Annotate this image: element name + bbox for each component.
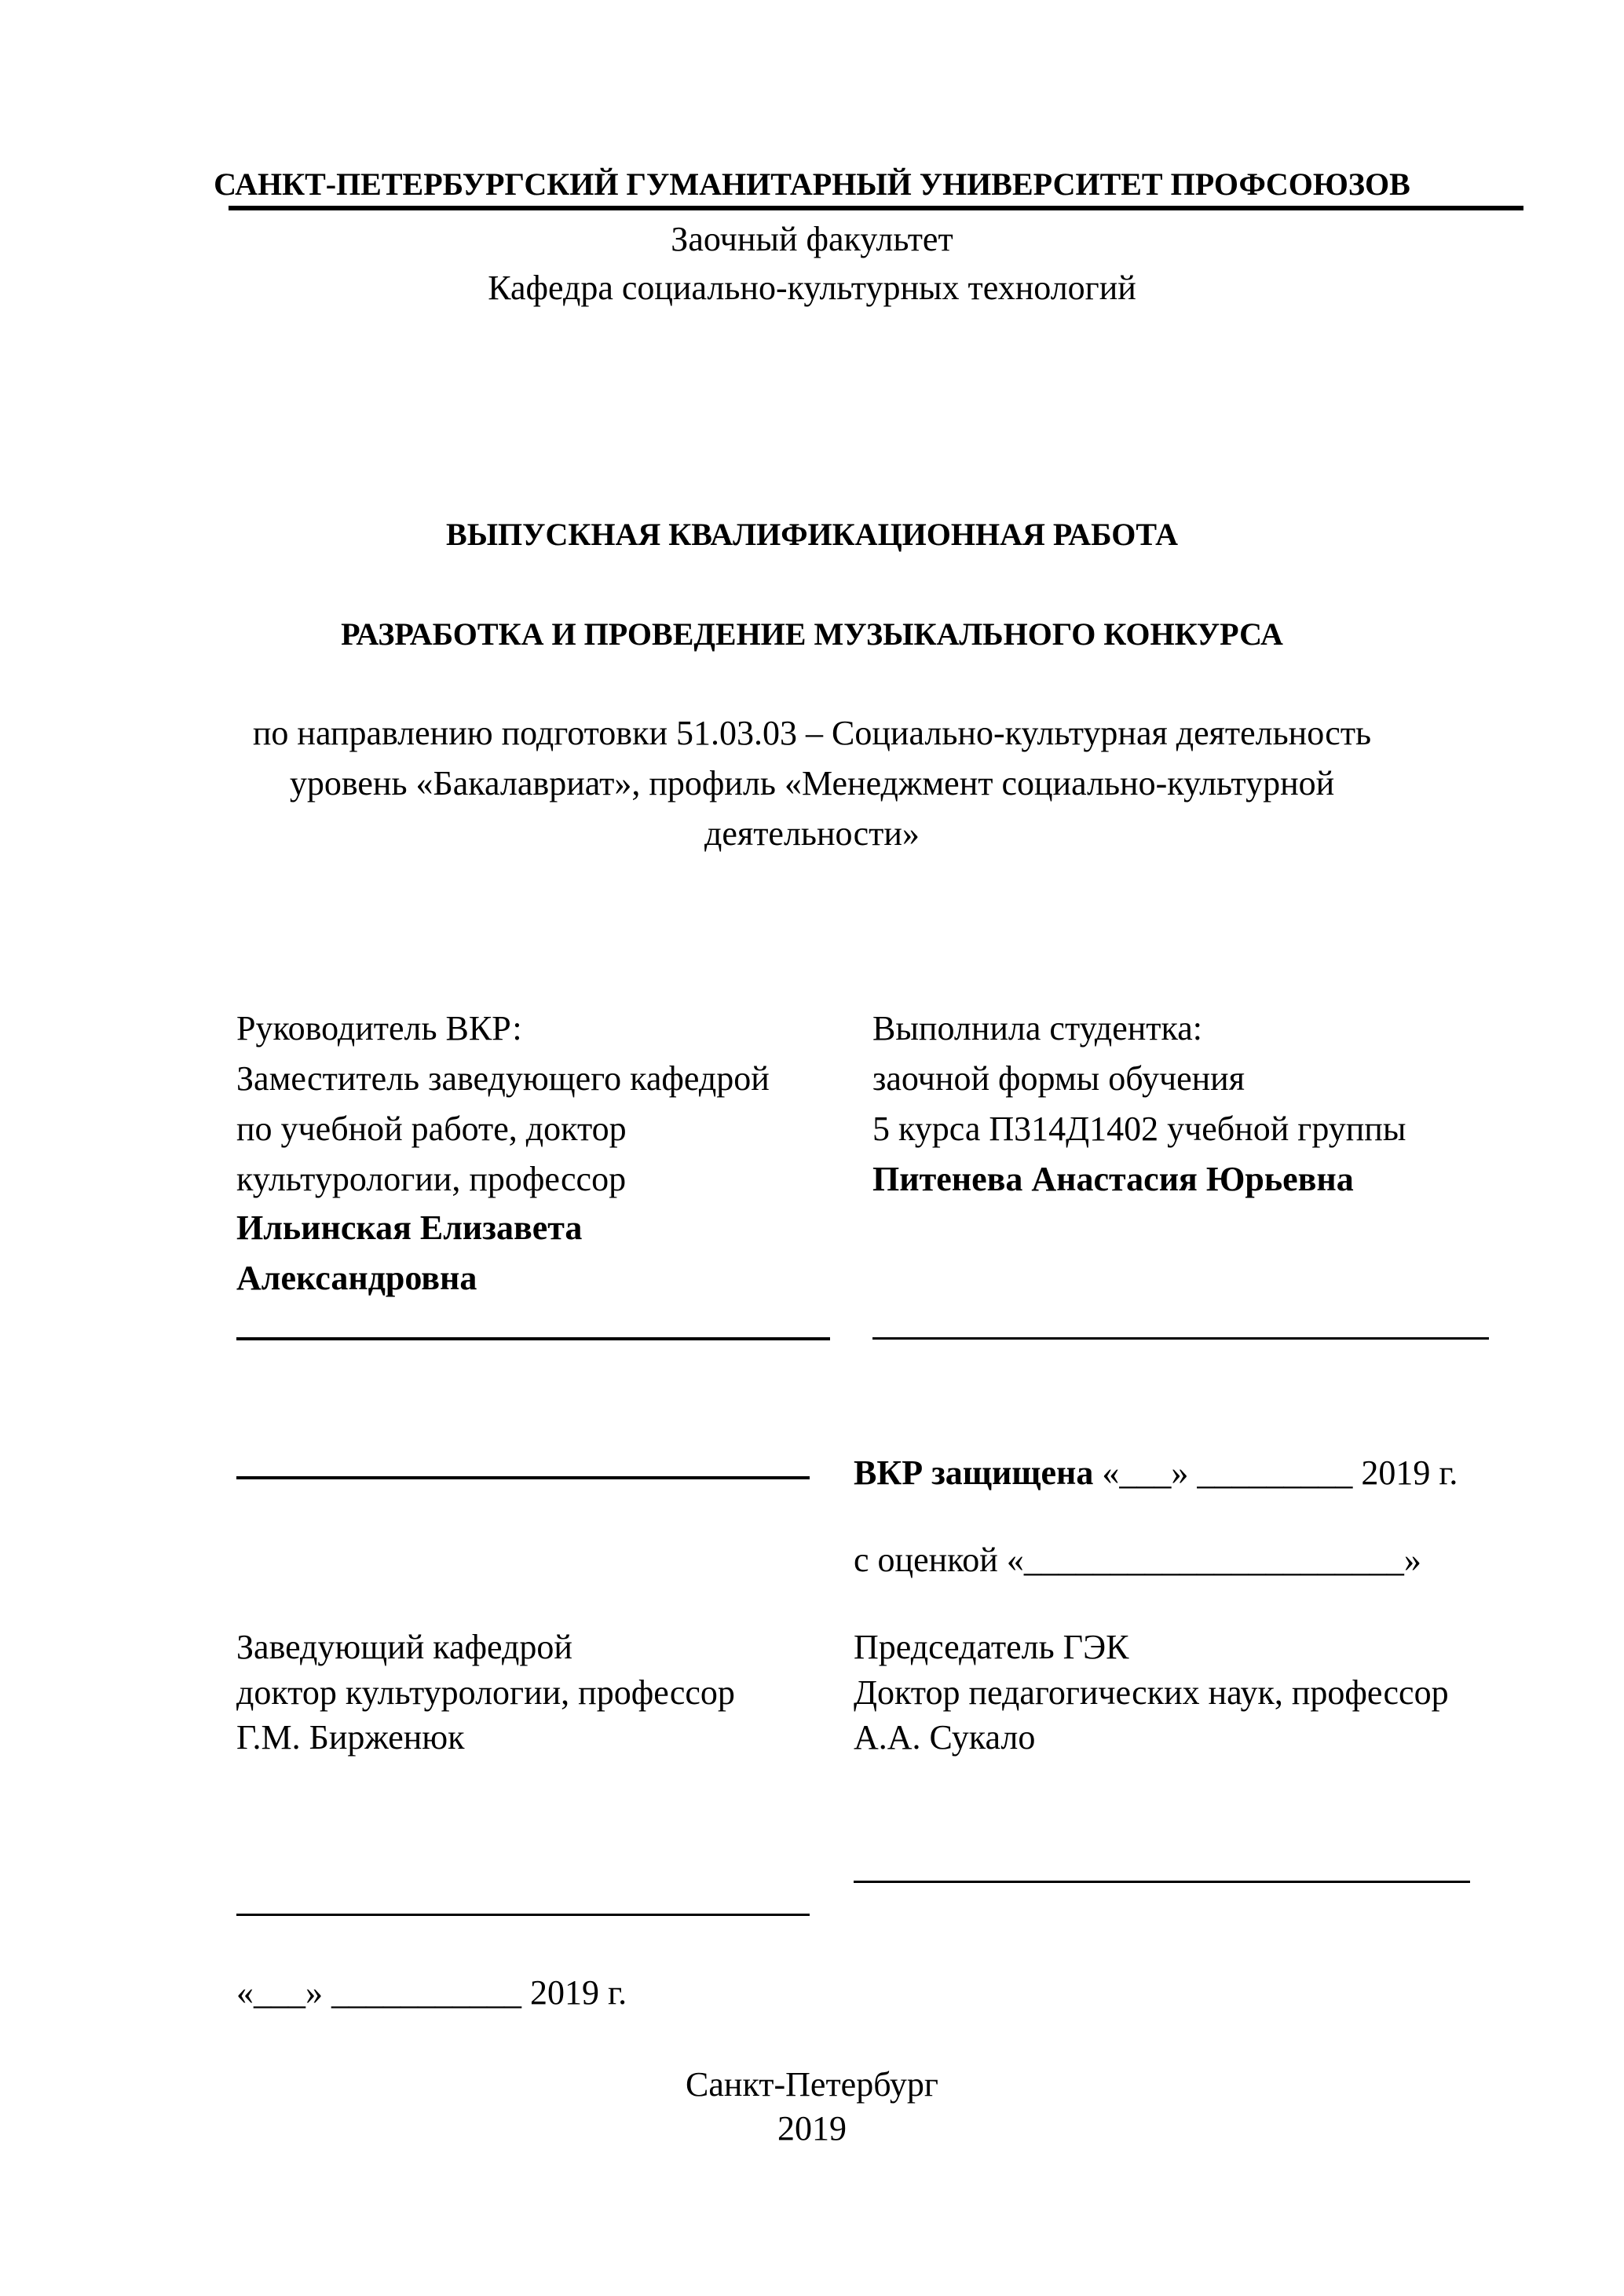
work-type: ВЫПУСКНАЯ КВАЛИФИКАЦИОННАЯ РАБОТА (446, 517, 1178, 552)
direction-line-3: деятельности» (704, 814, 920, 853)
supervisor-name: Александровна (236, 1259, 477, 1297)
supervisor-position: Заместитель заведующего кафедрой (236, 1059, 770, 1098)
direction-line-1: по направлению подготовки 51.03.03 – Социально-культурная деятельность (252, 714, 1372, 752)
student-label: Выполнила студентка: (872, 1009, 1202, 1047)
head-name: Г.М. Бирженюк (236, 1718, 465, 1757)
student-signature-line (872, 1337, 1489, 1340)
work-topic: РАЗРАБОТКА И ПРОВЕДЕНИЕ МУЗЫКАЛЬНОГО КОНКУРСА (341, 616, 1283, 652)
head-signature-line (236, 1914, 810, 1916)
faculty: Заочный факультет (671, 220, 953, 258)
supervisor-label: Руководитель ВКР: (236, 1009, 522, 1047)
supervisor-signature-line (236, 1337, 830, 1340)
chair-name: А.А. Сукало (854, 1718, 1036, 1757)
approval-date: «___» ___________ 2019 г. (236, 1973, 627, 2012)
chair-signature-line (854, 1881, 1470, 1883)
supervisor-name: Ильинская Елизавета (236, 1208, 583, 1247)
signature-line (236, 1476, 810, 1479)
defense-grade: с оценкой «______________________» (854, 1541, 1421, 1579)
header-rule (229, 206, 1523, 210)
chair-degree: Доктор педагогических наук, профессор (854, 1673, 1449, 1712)
year: 2019 (777, 2109, 847, 2148)
defense-line (854, 1450, 1458, 1497)
student-info: заочной формы обучения (872, 1059, 1245, 1098)
direction-line-2: уровень «Бакалавриат», профиль «Менеджмент социально-культурной (289, 764, 1335, 803)
defense-date: «___» _________ 2019 г. (1093, 1453, 1458, 1492)
chair-title: Председатель ГЭК (854, 1628, 1129, 1666)
university-name: САНКТ-ПЕТЕРБУРГСКИЙ ГУМАНИТАРНЫЙ УНИВЕРСИТЕТ ПРОФСОЮЗОВ (214, 166, 1410, 202)
supervisor-position: культурологии, профессор (236, 1160, 627, 1198)
student-info: 5 курса П314Д1402 учебной группы (872, 1110, 1406, 1148)
head-degree: доктор культурологии, профессор (236, 1673, 735, 1712)
supervisor-position: по учебной работе, доктор (236, 1110, 627, 1148)
student-name: Питенева Анастасия Юрьевна (872, 1160, 1354, 1198)
defense-label: ВКР защищена (854, 1453, 1094, 1492)
head-title: Заведующий кафедрой (236, 1628, 572, 1666)
department: Кафедра социально-культурных технологий (488, 269, 1136, 307)
city: Санкт-Петербург (686, 2065, 938, 2104)
